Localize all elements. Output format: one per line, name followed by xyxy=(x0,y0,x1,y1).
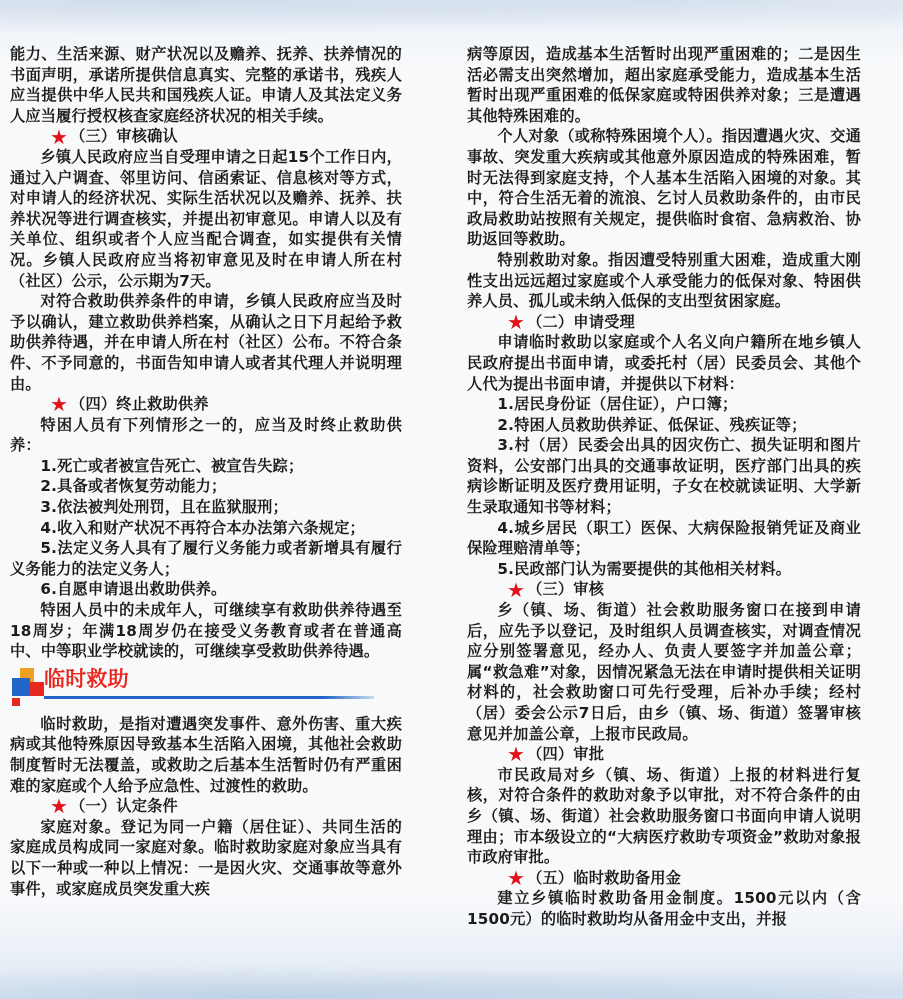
list-item: 5.民政部门认为需要提供的其他相关材料。 xyxy=(497,559,792,578)
section-underline xyxy=(44,696,374,699)
decorative-square xyxy=(12,698,20,706)
subheading-label: （二）申请受理 xyxy=(527,312,635,331)
decorative-square xyxy=(12,678,30,696)
subheading-audit xyxy=(467,579,861,600)
list-item: 2.具备或者恢复劳动能力； xyxy=(40,477,227,496)
subheading-approval xyxy=(467,744,861,765)
paragraph: 申请临时救助以家庭或个人名义向户籍所在地乡镇人民政府提出书面申请，或委托村（居）民委员会、其他个人代为提出书面申请，并提供以下材料： xyxy=(467,333,861,393)
subheading-reserve-fund xyxy=(467,868,861,889)
paragraph: 个人对象（或称特殊困境个人）。指因遭遇火灾、交通事故、突发重大疾病或其他意外原因造成的特殊困难，暂时无法得到家庭支持，个人基本生活陷入困境的对象。其中，符合生活无着的流浪、乞讨人员救助条件的，由市民政局救助站按照有关规定，提供临时食宿、急病救治、协助返回等救助。 xyxy=(467,127,861,249)
paragraph: 家庭对象。登记为同一户籍（居住证）、共同生活的家庭成员构成同一家庭对象。临时救助家庭对象应当具有以下一种或一种以上情况：一是因火灾、交通事故等意外事件，或家庭成员突发重大疾 xyxy=(10,817,402,898)
paragraph: 特别救助对象。指因遭受特别重大困难，造成重大刚性支出远远超过家庭或个人承受能力的低保对象、特困供养人员、孤儿或未纳入低保的支出型贫困家庭。 xyxy=(467,250,861,311)
subheading-terminate xyxy=(10,394,402,415)
list-item: 2.特困人员救助供养证、低保证、残疾证等； xyxy=(497,415,807,434)
subheading-label: （四）终止救助供养 xyxy=(70,395,209,414)
subheading-label: （五）临时救助备用金 xyxy=(527,868,682,887)
list-item: 6.自愿申请退出救助供养。 xyxy=(40,580,227,599)
list-item: 5.法定义务人具有了履行义务能力或者新增具有履行义务能力的法定义务人； xyxy=(10,539,402,578)
star-icon: ★ xyxy=(50,124,69,149)
paragraph: 乡镇人民政府应当自受理申请之日起15个工作日内，通过入户调查、邻里访问、信函索证、信息核对等方式，对申请人的经济状况、实际生活状况以及赡养、抚养、扶养状况等进行调查核实，并提出初审意见。申请人以及有关单位、组织或者个人应当配合调查，如实提供有关情况。乡镇人民政府应当将初审意见及时在申请人所在村（社区）公示，公示期为7天。 xyxy=(10,147,402,290)
decorative-square xyxy=(30,682,44,696)
right-column xyxy=(467,44,861,930)
star-icon: ★ xyxy=(507,742,526,767)
paragraph: 能力、生活来源、财产状况以及赡养、抚养、扶养情况的书面声明，承诺所提供信息真实、完整的承诺书，残疾人应当提供中华人民共和国残疾人证。申请人及其法定义务人应当履行授权核查家庭经济状况的相关手续。 xyxy=(10,45,402,125)
list-item: 3.依法被判处刑罚，且在监狱服刑； xyxy=(40,498,288,517)
subheading-label: （四）审批 xyxy=(527,745,605,764)
subheading-application xyxy=(467,312,861,333)
left-column xyxy=(10,44,402,899)
bottom-wave-decoration xyxy=(0,959,903,999)
star-icon: ★ xyxy=(50,794,69,819)
paragraph: 建立乡镇临时救助备用金制度。1500元以内（含1500元）的临时救助均从备用金中支出，并报 xyxy=(467,889,861,928)
top-wave-decoration xyxy=(0,0,903,40)
subheading-criteria xyxy=(10,796,402,817)
subheading-review xyxy=(10,126,402,147)
subheading-label: （一）认定条件 xyxy=(70,797,178,816)
star-icon: ★ xyxy=(50,392,69,417)
section-title-text: 临时救助 xyxy=(44,666,129,691)
paragraph: 市民政局对乡（镇、场、街道）上报的材料进行复核，对符合条件的救助对象予以审批，对不符合条件的由乡（镇、场、街道）社会救助服务窗口书面向申请人说明理由；市本级设立的“大病医疗救助专项资金”救助对象报市政府审批。 xyxy=(467,765,861,867)
list-item: 4.城乡居民（职工）医保、大病保险报销凭证及商业保险理赔清单等； xyxy=(467,518,861,558)
list-item: 1.居民身份证（居住证），户口簿； xyxy=(497,395,738,414)
star-icon: ★ xyxy=(507,310,526,335)
subheading-label: （三）审核 xyxy=(527,580,605,599)
subheading-label: （三）审核确认 xyxy=(70,127,178,146)
paragraph: 乡（镇、场、街道）社会救助服务窗口在接到申请后，应先予以登记，及时组织人员调查核实，对调查情况应分别签署意见，经办人、负责人要签字并加盖公章；属“救急难”对象，因情况紧急无法在申请时提供相关证明材料的，社会救助窗口可先行受理，后补办手续；经村（居）委会公示7日后，由乡（镇、场、街道）签署审核意见并加盖公章，上报市民政局。 xyxy=(467,601,861,743)
list-item: 1.死亡或者被宣告死亡、被宣告失踪； xyxy=(40,456,304,475)
section-title-temporary-relief xyxy=(10,664,402,710)
list-item: 4.收入和财产状况不再符合本办法第六条规定； xyxy=(40,518,365,537)
list-item: 3.村（居）民委会出具的因灾伤亡、损失证明和图片资料，公安部门出具的交通事故证明，医疗部门出具的疾病诊断证明及医疗费用证明，子女在校就读证明、大学新生录取通知书等材料； xyxy=(467,436,861,517)
star-icon: ★ xyxy=(507,866,526,891)
paragraph: 对符合救助供养条件的申请，乡镇人民政府应当及时予以确认，建立救助供养档案，从确认之日下月起给予救助供养待遇，并在申请人所在村（社区）公布。不符合条件、不予同意的，书面告知申请人或者其代理人并说明理由。 xyxy=(10,292,402,393)
paragraph: 临时救助，是指对遭遇突发事件、意外伤害、重大疾病或其他特殊原因导致基本生活陷入困境，其他社会救助制度暂时无法覆盖，或救助之后基本生活暂时仍有严重困难的家庭或个人给予应急性、过渡性的救助。 xyxy=(10,714,402,795)
paragraph: 特困人员中的未成年人，可继续享有救助供养待遇至18周岁；年满18周岁仍在接受义务教育或者在普通高中、中等职业学校就读的，可继续享受救助供养待遇。 xyxy=(10,601,402,661)
paragraph: 特困人员有下列情形之一的，应当及时终止救助供养： xyxy=(10,415,402,455)
star-icon: ★ xyxy=(507,577,526,602)
paragraph: 病等原因，造成基本生活暂时出现严重困难的；二是因生活必需支出突然增加，超出家庭承受能力，造成基本生活暂时出现严重困难的低保家庭或特困供养对象；三是遭遇其他特殊困难的。 xyxy=(467,45,861,125)
